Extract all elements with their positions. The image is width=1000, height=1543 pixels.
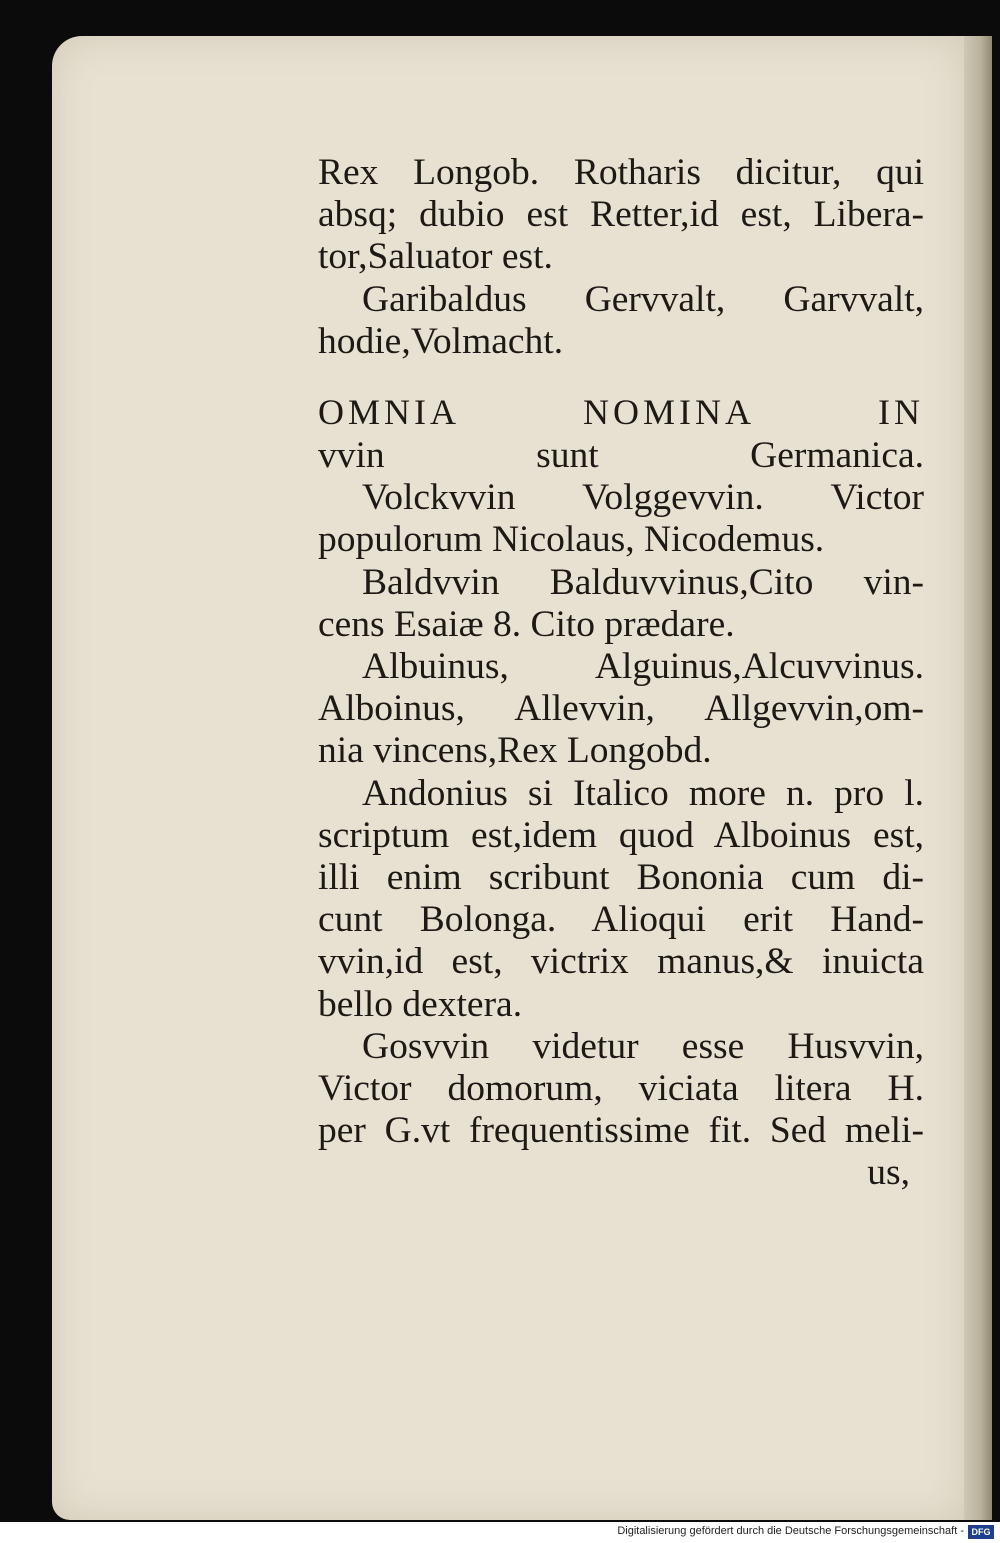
text-line: Rex Longob. Rotharis dicitur, qui [318,152,924,193]
dfg-logo: DFG [968,1525,994,1539]
text-line: cunt Bolonga. Alioqui erit Hand- [318,899,924,941]
text-line: Alboinus, Allevvin, Allgevvin,om- [318,688,924,730]
page-edge [964,36,992,1520]
text-line: Volckvvin Volggevvin. Victor [362,477,924,519]
text-line: nia vincens,Rex Longobd. [318,730,712,772]
text-line: tor,Saluator est. [318,236,553,278]
text-line: Albuinus, Alguinus,Alcuvvinus. [362,646,924,688]
text-line: bello dextera. [318,983,523,1025]
text-line: absq; dubio est Retter,id est, Libera- [318,194,924,236]
text-line: vvin,id est, victrix manus,& inuicta [318,941,924,983]
text-line: scriptum est,idem quod Alboinus est, [318,814,924,856]
text-line: hodie,Volmacht. [318,320,564,362]
section-heading: OMNIA NOMINA IN [318,392,924,433]
section-subheading: vvin sunt Germanica. [318,435,924,477]
text-line: Garibaldus Gervvalt, Garvvalt, [362,278,924,320]
opening-paragraph [318,152,924,363]
text-line: cens Esaiæ 8. Cito prædare. [318,603,735,645]
text-line: Victor domorum, viciata litera H. [318,1068,924,1110]
text-line: Baldvvin Balduvvinus,Cito vin- [362,561,924,603]
text-line: Andonius si Italico more n. pro l. [362,772,924,814]
funding-credit: Digitalisierung gefördert durch die Deutsche Forschungsgemeinschaft - [617,1525,964,1537]
catchword: us, [867,1152,910,1194]
section-body [318,477,924,1152]
text-line: Gosvvin videtur esse Husvvin, [362,1025,924,1067]
text-line: per G.vt frequentissime fit. Sed meli- [318,1110,924,1152]
text-line: illi enim scribunt Bononia cum di- [318,857,924,899]
footer-bar [0,1522,1000,1543]
text-line: populorum Nicolaus, Nicodemus. [318,519,825,561]
page-text [318,152,924,1195]
